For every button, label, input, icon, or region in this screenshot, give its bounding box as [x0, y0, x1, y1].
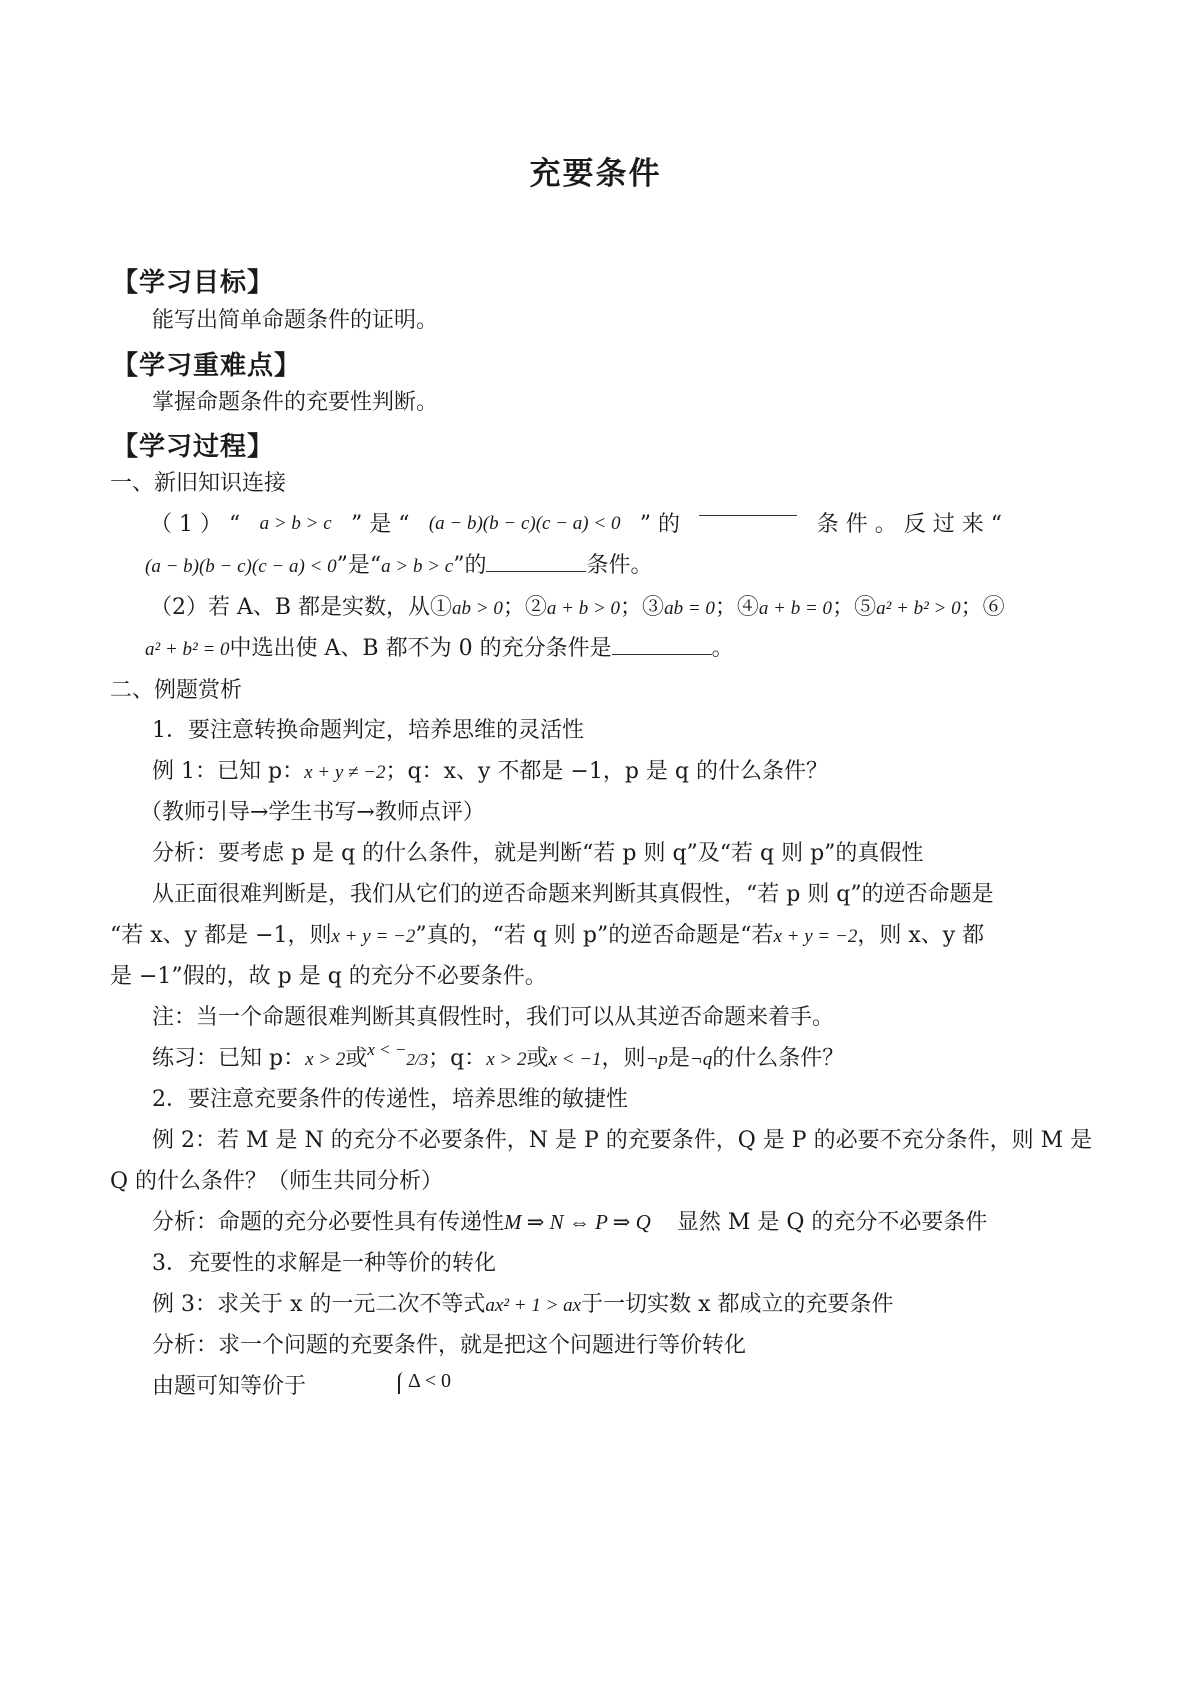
prac-d: 是 [667, 1046, 690, 1071]
teacher-guide: （教师引导→学生书写→教师点评） [140, 800, 485, 825]
part1-heading: 一、新旧知识连接 [110, 471, 287, 496]
ana5-a: 分析：命题的充分必要性具有传递性 [152, 1210, 505, 1235]
q1-line1 [150, 514, 1002, 536]
topic-2: 2．要注意充要条件的传递性，培养思维的敏捷性 [152, 1087, 628, 1112]
brace-icon [398, 1372, 404, 1394]
ana3-b: ”真的，“若 q 则 p”的逆否命题是“若 [415, 923, 774, 948]
part2-heading: 二、例题赏析 [110, 678, 243, 703]
analysis-5 [152, 1212, 987, 1234]
ex1-suffix: ；q：x、y 不都是 −1，p 是 q 的什么条件？ [385, 759, 828, 784]
q2-option-4: a + b = 0 [758, 598, 833, 619]
analysis-3 [110, 925, 984, 947]
q2-open: （2）若 A、B 都是实数，从① [150, 595, 453, 620]
ex1-math: x + y ≠ −2 [304, 762, 386, 783]
q1-math-1: a > b > c [259, 513, 332, 534]
q1-l2-math-1: (a − b)(b − c)(c − a) < 0 [145, 556, 337, 577]
prac-math-5: ¬p [645, 1049, 668, 1070]
practice [152, 1040, 845, 1071]
q1-de: ” 的 [639, 512, 681, 537]
ex1-prefix: 例 1：已知 p： [152, 759, 305, 784]
ana5-math: M ⇒ N ⇔ P ⇒ Q [504, 1210, 651, 1234]
q1-line2 [145, 555, 652, 577]
q2-sep-5: ；⑤ [832, 595, 877, 620]
prac-c: ，则 [601, 1046, 646, 1071]
q2-line2 [145, 638, 734, 660]
ex3-math: ax² + 1 > ax [485, 1295, 582, 1316]
q2-line1 [150, 597, 1005, 619]
q2-sep-4: ；④ [714, 595, 759, 620]
ana3-c: ，则 x、y 都 [857, 923, 985, 948]
ana5-b: 显然 M 是 Q 的充分不必要条件 [676, 1210, 988, 1235]
q2-sep-3: ；③ [620, 595, 665, 620]
q1-l2-end: 条件。 [586, 553, 653, 578]
analysis-1: 分析：要考虑 p 是 q 的什么条件，就是判断“若 p 则 q”及“若 q 则 p”的真假性 [152, 841, 924, 866]
q1-open: （ 1 ） “ [150, 512, 241, 537]
prac-prefix: 练习：已知 p： [152, 1046, 306, 1071]
q2-tail: 中选出使 A、B 都不为 0 的充分条件是 [229, 636, 612, 661]
prac-fraction: 2/3 [406, 1050, 429, 1069]
ana3-math-2: x + y = −2 [773, 926, 858, 947]
example-2-line2: Q 的什么条件？（师生共同分析） [110, 1169, 444, 1194]
prac-math-3: x > 2 [486, 1049, 527, 1070]
prac-b: ；q： [428, 1046, 487, 1071]
ex3-b: 于一切实数 x 都成立的充要条件 [581, 1292, 894, 1317]
page-title: 充要条件 [529, 156, 662, 192]
q2-option-1: ab > 0 [452, 598, 503, 619]
key-text: 掌握命题条件的充要性判断。 [152, 390, 439, 415]
analysis-2: 从正面很难判断是，我们从它们的逆否命题来判断其真假性，“若 p 则 q”的逆否命题是 [152, 882, 994, 907]
q1-cond: 条 件 。 反 过 来 “ [816, 512, 1002, 537]
goal-text: 能写出简单命题条件的证明。 [152, 308, 439, 333]
q2-option-6: a² + b² = 0 [145, 639, 230, 660]
topic-1: 1．要注意转换命题判定，培养思维的灵活性 [152, 718, 584, 743]
example-1 [152, 761, 828, 783]
prac-math-4: x < −1 [548, 1049, 602, 1070]
q2-option-2: a + b > 0 [546, 598, 621, 619]
ana3-math-1: x + y = −2 [331, 926, 416, 947]
q2-blank[interactable] [612, 653, 712, 655]
q2-sep-2: ；② [502, 595, 547, 620]
note: 注：当一个命题很难判断其真假性时，我们可以从其逆否命题来着手。 [152, 1005, 835, 1030]
q1-blank-2[interactable] [486, 570, 586, 572]
topic-3: 3．充要性的求解是一种等价的转化 [152, 1251, 496, 1276]
prac-or-1: 或 [345, 1046, 368, 1071]
analysis-6: 分析：求一个问题的充要条件，就是把这个问题进行等价转化 [152, 1333, 747, 1358]
q2-option-5: a² + b² > 0 [876, 598, 961, 619]
q1-blank-1[interactable] [699, 514, 797, 516]
section-heading-key: 【学习重难点】 [112, 351, 302, 381]
q2-end: 。 [711, 636, 734, 661]
prac-math-6: ¬q [689, 1049, 713, 1070]
q1-l2-mid: ”是“ [336, 553, 382, 578]
prac-math-1: x > 2 [305, 1049, 346, 1070]
example-2-line1: 例 2：若 M 是 N 的充分不必要条件，N 是 P 的充要条件，Q 是 P 的必要不充分条件，则 M 是 [152, 1128, 1093, 1153]
prac-math-2: x < − [367, 1040, 407, 1059]
q1-l2-de: ”的 [453, 553, 487, 578]
ex3-a: 例 3：求关于 x 的一元二次不等式 [152, 1292, 486, 1317]
q2-sep-6: ；⑥ [960, 595, 1005, 620]
analysis-7: 由题可知等价于 [152, 1374, 307, 1399]
prac-e: 的什么条件？ [712, 1046, 845, 1071]
prac-or-2: 或 [526, 1046, 549, 1071]
section-heading-process: 【学习过程】 [112, 432, 275, 462]
delta-condition: Δ < 0 [408, 1370, 452, 1392]
q1-l2-math-2: a > b > c [381, 556, 454, 577]
q1-math-2: (a − b)(b − c)(c − a) < 0 [428, 513, 621, 534]
ana3-a: “若 x、y 都是 −1，则 [110, 923, 332, 948]
example-3 [152, 1294, 894, 1316]
analysis-4: 是 −1”假的，故 p 是 q 的充分不必要条件。 [110, 964, 547, 989]
section-heading-goal: 【学习目标】 [112, 268, 275, 298]
q2-option-3: ab = 0 [664, 598, 715, 619]
q1-mid: ” 是 “ [351, 512, 410, 537]
